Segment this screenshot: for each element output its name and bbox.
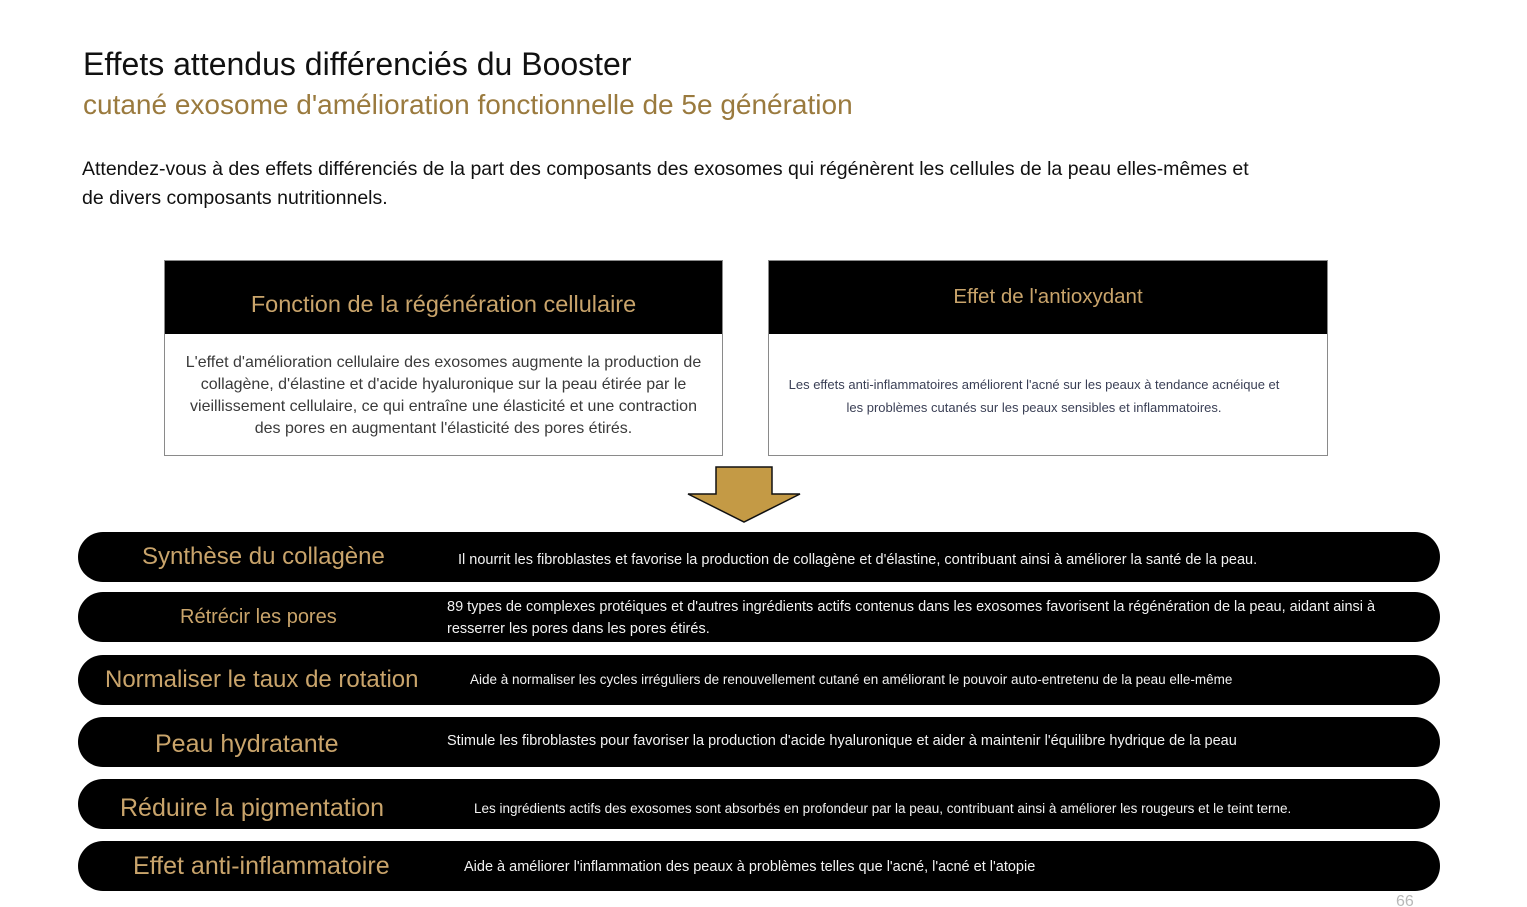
effect-description: Aide à normaliser les cycles irréguliers de renouvellement cutané en améliorant le pouvoir auto-entretenu de la peau elle-même — [470, 672, 1233, 687]
effect-description: Les ingrédients actifs des exosomes sont absorbés en profondeur par la peau, contribuant ainsi à améliorer les rougeurs et le teint terne. — [474, 801, 1292, 816]
page-subtitle: cutané exosome d'amélioration fonctionnelle de 5e génération — [83, 89, 853, 120]
effect-label: Réduire la pigmentation — [120, 793, 385, 822]
effect-label: Rétrécir les pores — [180, 605, 337, 628]
effect-description: Aide à améliorer l'inflammation des peaux à problèmes telles que l'acné, l'acné et l'atopie — [464, 859, 1036, 875]
effect-row-turnover — [78, 655, 1440, 705]
antioxidant-box-text: Les effets anti-inflammatoires améliorent l'acné sur les peaux à tendance acnéique et les problèmes cutanés sur les peaux sensibles et inflammatoires. — [788, 377, 1280, 415]
effect-row-collagen — [78, 532, 1440, 582]
antioxidant-box — [768, 260, 1328, 456]
page-title: Effets attendus différenciés du Booster — [83, 46, 632, 82]
intro-paragraph: Attendez-vous à des effets différenciés de la part des composants des exosomes qui régénèrent les cellules de la peau elles-mêmes et de divers composants nutritionnels. — [82, 158, 1249, 209]
regeneration-box-title: Fonction de la régénération cellulaire — [165, 261, 722, 334]
page-number: 66 — [1396, 893, 1414, 907]
effect-description: 89 types de complexes protéiques et d'autres ingrédients actifs contenus dans les exosomes favorisent la régénération de la peau, aidant ainsi à resserrer les pores dans les pores étirés. — [447, 599, 1376, 637]
effect-label: Effet anti-inflammatoire — [133, 851, 390, 880]
regeneration-box — [164, 260, 723, 456]
effect-row-hydration — [78, 717, 1440, 767]
effect-row-anti-inflammatory — [78, 841, 1440, 891]
effect-label: Normaliser le taux de rotation — [105, 666, 419, 693]
effect-label: Peau hydratante — [155, 729, 339, 758]
regeneration-box-text: L'effet d'amélioration cellulaire des exosomes augmente la production de collagène, d'élastine et d'acide hyaluronique sur la peau étirée par le vieillissement cellulaire, ce qui entraîne une élasticité et une contraction des pores en augmentant l'élasticité des pores étirés. — [185, 354, 702, 437]
antioxidant-box-title: Effet de l'antioxydant — [769, 261, 1327, 334]
effect-label: Synthèse du collagène — [142, 543, 385, 570]
effect-row-pores — [78, 592, 1440, 642]
effect-description: Il nourrit les fibroblastes et favorise la production de collagène et d'élastine, contribuant ainsi à améliorer la santé de la peau. — [458, 552, 1258, 568]
down-arrow-icon — [686, 466, 802, 524]
effect-row-pigmentation — [78, 779, 1440, 829]
effect-description: Stimule les fibroblastes pour favoriser la production d'acide hyaluronique et aider à maintenir l'équilibre hydrique de la peau — [447, 733, 1237, 749]
